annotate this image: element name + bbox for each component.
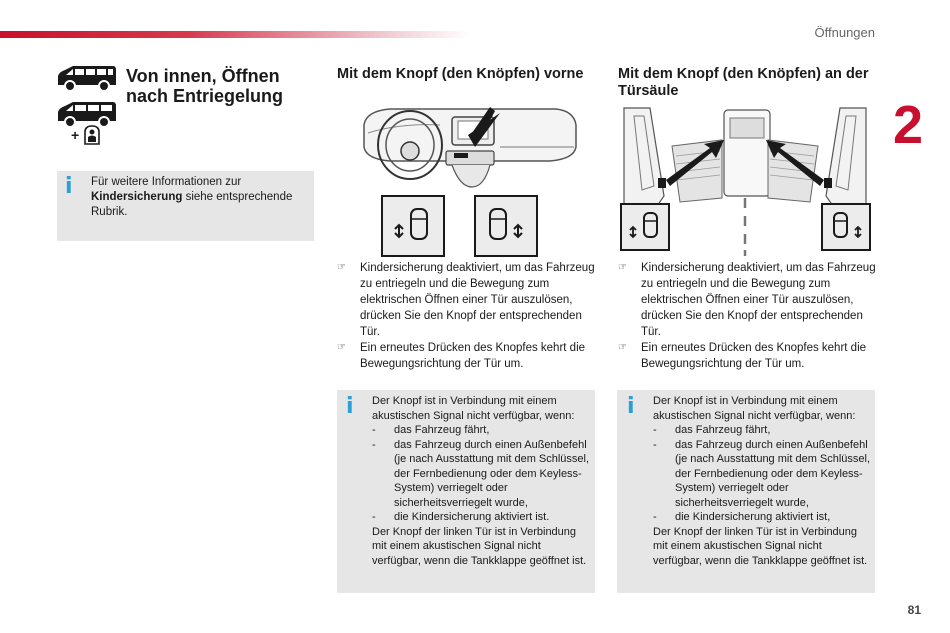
page-number: 81 — [907, 603, 921, 617]
sliding-door-button-left — [620, 203, 670, 251]
bullet-text: Ein erneutes Drücken des Knopfes kehrt die Bewegungsrichtung der Tür um. — [360, 342, 586, 370]
pointing-hand-icon: ☞ — [618, 342, 627, 353]
info-text-suffix: siehe entsprechende Rubrik. — [91, 191, 293, 218]
bullet-text: Ein erneutes Drücken des Knopfes kehrt die Bewegungsrichtung der Tür um. — [641, 342, 867, 370]
bullet-text: Kindersicherung deaktiviert, um das Fahrzeug zu entriegeln und die Bewegung zum elektrischen Öffnen einer Tür auszulösen, drücken Sie den Knopf der entsprechenden Tür. — [360, 262, 595, 338]
bullet-text: Kindersicherung deaktiviert, um das Fahrzeug zu entriegeln und die Bewegung zum elektrischen Öffnen einer Tür auszulösen, drücken Sie den Knopf der entsprechenden Tür. — [641, 262, 876, 338]
info-icon: i — [627, 394, 635, 419]
info-icon: i — [346, 394, 354, 419]
note-item: das Fahrzeug durch einen Außenbefehl (je nach Ausstattung mit dem Schlüssel, der Fernbedienung oder dem Keyless-System) verriegelt oder sicherheitsverriegelt wurde, — [394, 438, 590, 509]
sliding-door-button-left — [381, 195, 445, 257]
pointing-hand-icon: ☞ — [337, 262, 346, 273]
note-item: die Kindersicherung aktiviert ist. — [394, 511, 550, 523]
note-box-front — [337, 390, 595, 593]
sliding-door-button-right — [821, 203, 871, 251]
pointing-hand-icon: ☞ — [337, 342, 346, 353]
note-box-pillar — [617, 390, 875, 593]
list-item: - das Fahrzeug durch einen Außenbefehl (je nach Ausstattung mit dem Schlüssel, der Fernbedienung oder dem Keyless-System) verriegelt oder sicherheitsverriegelt wurde, — [372, 438, 590, 509]
note-intro: Der Knopf ist in Verbindung mit einem akustischen Signal nicht verfügbar, wenn: — [372, 395, 575, 422]
note-item: das Fahrzeug durch einen Außenbefehl (je nach Ausstattung mit dem Schlüssel, der Fernbedienung oder dem Keyless-System) verriegelt oder sicherheitsverriegelt wurde, — [675, 438, 871, 509]
note-item: die Kindersicherung aktiviert ist, — [675, 511, 831, 523]
van-icon — [55, 63, 119, 93]
section-heading-pillar: Mit dem Knopf (den Knöpfen) an der Türsäule — [618, 66, 869, 99]
dashboard-illustration — [360, 103, 580, 190]
section-heading-front: Mit dem Knopf (den Knöpfen) vorne — [337, 66, 584, 82]
note-text — [372, 394, 590, 568]
note-text — [653, 394, 871, 568]
info-text-bold: Kindersicherung — [91, 191, 183, 203]
list-item — [337, 340, 597, 372]
list-item: - das Fahrzeug durch einen Außenbefehl (je nach Ausstattung mit dem Schlüssel, der Fernbedienung oder dem Keyless-System) verriegelt oder sicherheitsverriegelt wurde, — [653, 438, 871, 509]
info-icon: i — [65, 174, 73, 199]
list-item — [618, 340, 880, 372]
note-item: das Fahrzeug fährt, — [394, 424, 490, 436]
info-text-prefix: Für weitere Informationen zur — [91, 176, 242, 188]
child-seat-icon — [71, 124, 105, 146]
note-outro: Der Knopf der linken Tür ist in Verbindung mit einem akustischen Signal nicht verfügbar, wenn die Tankklappe geöffnet ist. — [372, 525, 587, 567]
bullet-list-front — [337, 260, 597, 372]
info-text — [91, 175, 313, 220]
info-box — [57, 171, 314, 241]
list-item: - die Kindersicherung aktiviert ist, — [653, 511, 831, 523]
list-item — [618, 260, 880, 340]
sliding-door-button-right — [474, 195, 538, 257]
main-title: Von innen, Öffnen nach Entriegelung — [126, 66, 284, 106]
bullet-list-pillar — [618, 260, 880, 372]
list-item: - das Fahrzeug fährt, — [653, 424, 771, 436]
note-outro: Der Knopf der linken Tür ist in Verbindung mit einem akustischen Signal nicht verfügbar, wenn die Tankklappe geöffnet ist. — [653, 525, 868, 567]
chapter-number: 2 — [893, 95, 924, 155]
note-item: das Fahrzeug fährt, — [675, 424, 771, 436]
svg-text:+: + — [71, 127, 80, 143]
list-item: - die Kindersicherung aktiviert ist. — [372, 511, 550, 523]
list-item — [337, 260, 597, 340]
header-accent-bar — [0, 31, 470, 38]
note-intro: Der Knopf ist in Verbindung mit einem akustischen Signal nicht verfügbar, wenn: — [653, 395, 856, 422]
section-label: Öffnungen — [814, 25, 875, 40]
pointing-hand-icon: ☞ — [618, 262, 627, 273]
list-item: - das Fahrzeug fährt, — [372, 424, 490, 436]
